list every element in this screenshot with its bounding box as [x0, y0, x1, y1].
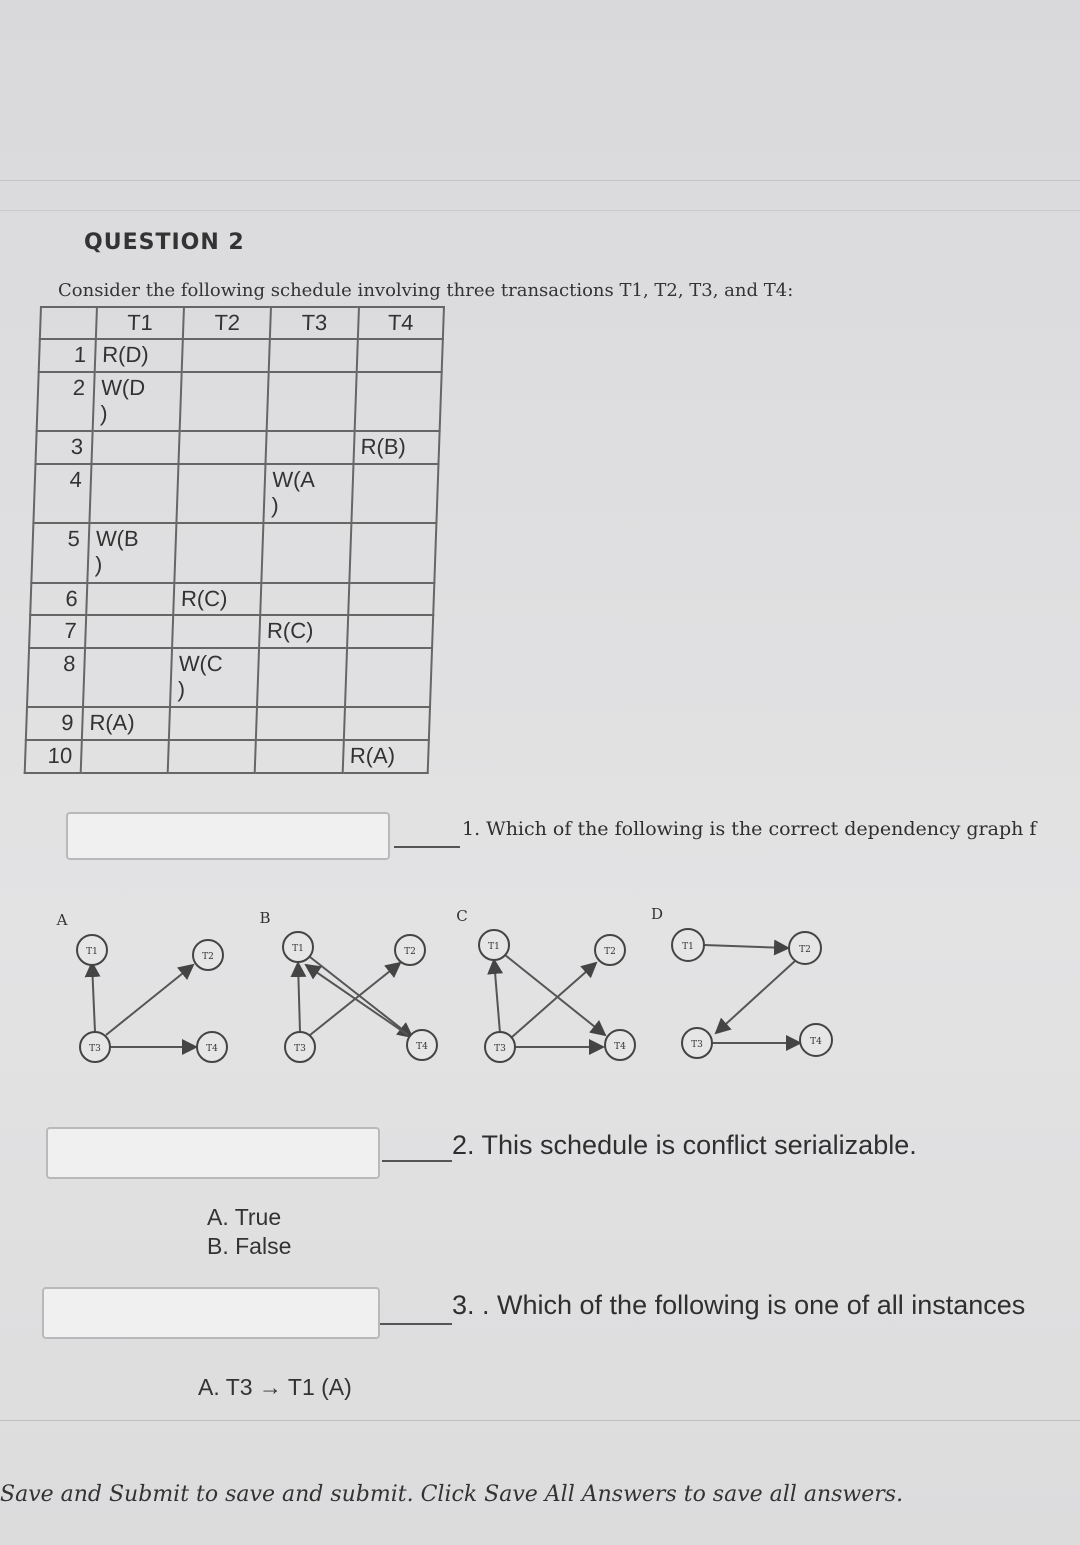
q3-option-a[interactable]: A. T3 → T1 (A) — [198, 1374, 352, 1400]
graph-d-node-t3-label: T3 — [691, 1040, 703, 1050]
schedule-row — [27, 648, 432, 707]
graph-a-node-t3-label: T3 — [89, 1044, 101, 1054]
row-number: 5 — [31, 523, 89, 582]
schedule-cell-t1 — [85, 615, 173, 648]
schedule-cell-t4: R(B) — [353, 431, 440, 464]
schedule-cell-t1 — [89, 464, 178, 523]
graph-b-edge-t3-t1 — [298, 963, 300, 1032]
schedule-row — [30, 583, 434, 616]
header-t3: T3 — [270, 307, 358, 339]
graph-b-edge-t4-t1 — [306, 965, 408, 1035]
schedule-row — [37, 372, 442, 431]
header-t1: T1 — [96, 307, 184, 339]
row-number: 1 — [39, 339, 96, 372]
row-number: 2 — [37, 372, 95, 431]
schedule-cell-t2 — [179, 431, 267, 464]
schedule-cell-t3 — [261, 583, 349, 616]
header-blank — [40, 307, 97, 339]
q2-text: 2. This schedule is conflict serializable. — [452, 1130, 917, 1160]
q3-answer-box[interactable] — [42, 1287, 380, 1339]
graph-d-node-t1-label: T1 — [682, 942, 694, 952]
dependency-graphs — [0, 895, 1080, 1075]
graph-c-edge-t3-t1 — [494, 960, 500, 1033]
schedule-row — [39, 339, 443, 372]
schedule-cell-t4 — [345, 648, 433, 707]
graph-b-node-t1-label: T1 — [292, 944, 304, 954]
schedule-cell-t3 — [262, 523, 351, 582]
schedule-cell-t2 — [175, 523, 264, 582]
schedule-cell-t2 — [168, 740, 256, 773]
schedule-table — [24, 306, 445, 774]
schedule-cell-t3 — [256, 707, 344, 740]
graph-a-node-t2-label: T2 — [202, 952, 214, 962]
graph-c-label[interactable]: C — [456, 907, 468, 925]
schedule-row — [35, 431, 439, 464]
schedule-cell-t1: R(A) — [82, 707, 170, 740]
graph-b-node-t3-label: T3 — [294, 1044, 306, 1054]
graph-a-node-t4-label: T4 — [206, 1044, 218, 1054]
question-title: QUESTION 2 — [84, 230, 245, 255]
schedule-cell-t3: R(C) — [259, 615, 347, 648]
schedule-cell-t4: R(A) — [342, 740, 429, 773]
graph-a-edge-t3-t1 — [92, 963, 95, 1032]
schedule-cell-t4 — [343, 707, 430, 740]
graph-d-label[interactable]: D — [650, 905, 664, 923]
graph-b-node-t4-label: T4 — [416, 1042, 428, 1052]
q2-answer-line — [382, 1160, 452, 1162]
graph-b-node-t2-label: T2 — [404, 947, 416, 957]
q2-option-a[interactable]: A. True — [207, 1204, 282, 1230]
schedule-cell-t1: R(D) — [95, 339, 183, 372]
q3-text: 3. . Which of the following is one of all instances — [452, 1290, 1026, 1320]
schedule-cell-t4 — [354, 372, 442, 431]
schedule-row — [31, 523, 436, 582]
schedule-cell-t4 — [349, 523, 437, 582]
schedule-cell-t1 — [81, 740, 169, 773]
graph-c-node-t1-label: T1 — [488, 942, 500, 952]
schedule-cell-t2: R(C) — [173, 583, 261, 616]
schedule-cell-t3 — [255, 740, 343, 773]
schedule-cell-t3: W(A ) — [264, 464, 353, 523]
row-number: 4 — [33, 464, 91, 523]
q1-text: 1. Which of the following is the correct dependency graph f — [462, 818, 1037, 840]
schedule-cell-t4 — [356, 339, 443, 372]
schedule-cell-t1 — [86, 583, 174, 616]
schedule-cell-t4 — [351, 464, 439, 523]
graph-d-edge-t1-t2 — [704, 945, 788, 948]
row-number: 3 — [35, 431, 92, 464]
schedule-cell-t1 — [91, 431, 179, 464]
schedule-cell-t1: W(B ) — [87, 523, 176, 582]
q1-answer-line — [394, 846, 460, 848]
question-intro: Consider the following schedule involving three transactions T1, T2, T3, and T4: — [58, 280, 794, 301]
schedule-cell-t1 — [83, 648, 172, 707]
q3-answer-line — [380, 1323, 452, 1325]
schedule-row — [29, 615, 433, 648]
schedule-cell-t3 — [269, 339, 357, 372]
graph-b-edge-t1-t4 — [310, 957, 412, 1037]
schedule-cell-t3 — [266, 431, 354, 464]
schedule-header-row — [40, 307, 444, 339]
row-number: 6 — [30, 583, 87, 616]
schedule-row — [26, 707, 430, 740]
graph-a-edge-t3-t2 — [106, 965, 193, 1035]
schedule-cell-t2 — [169, 707, 257, 740]
graph-c-edge-t3-t2 — [512, 963, 596, 1037]
q1-answer-box[interactable] — [66, 812, 390, 860]
graph-d-node-t4-label: T4 — [810, 1037, 822, 1047]
schedule-cell-t2 — [182, 339, 270, 372]
graph-d-edge-t2-t3 — [716, 961, 795, 1033]
header-t4: T4 — [357, 307, 444, 339]
schedule-cell-t2 — [177, 464, 266, 523]
graph-a-label[interactable]: A — [56, 911, 68, 929]
schedule-cell-t4 — [347, 615, 434, 648]
graph-d-node-t2-label: T2 — [799, 945, 811, 955]
q2-answer-box[interactable] — [46, 1127, 380, 1179]
graph-c-node-t3-label: T3 — [494, 1044, 506, 1054]
schedule-cell-t3 — [257, 648, 346, 707]
schedule-cell-t2 — [172, 615, 260, 648]
row-number: 9 — [26, 707, 83, 740]
footer-instructions: Save and Submit to save and submit. Click Save All Answers to save all answers. — [0, 1482, 904, 1507]
graph-b-edge-t3-t2 — [310, 963, 400, 1035]
schedule-row — [25, 740, 429, 773]
row-number: 8 — [27, 648, 85, 707]
header-t2: T2 — [183, 307, 271, 339]
graph-a-node-t1-label: T1 — [86, 947, 98, 957]
schedule-cell-t3 — [267, 372, 356, 431]
schedule-cell-t4 — [348, 583, 435, 616]
schedule-cell-t2 — [180, 372, 269, 431]
schedule-cell-t2: W(C ) — [170, 648, 259, 707]
graph-c-node-t4-label: T4 — [614, 1042, 626, 1052]
graph-c-node-t2-label: T2 — [604, 947, 616, 957]
row-number: 10 — [25, 740, 82, 773]
graph-b-label[interactable]: B — [259, 909, 271, 927]
q2-option-b[interactable]: B. False — [207, 1233, 292, 1259]
schedule-cell-t1: W(D ) — [93, 372, 182, 431]
schedule-row — [33, 464, 438, 523]
row-number: 7 — [29, 615, 86, 648]
